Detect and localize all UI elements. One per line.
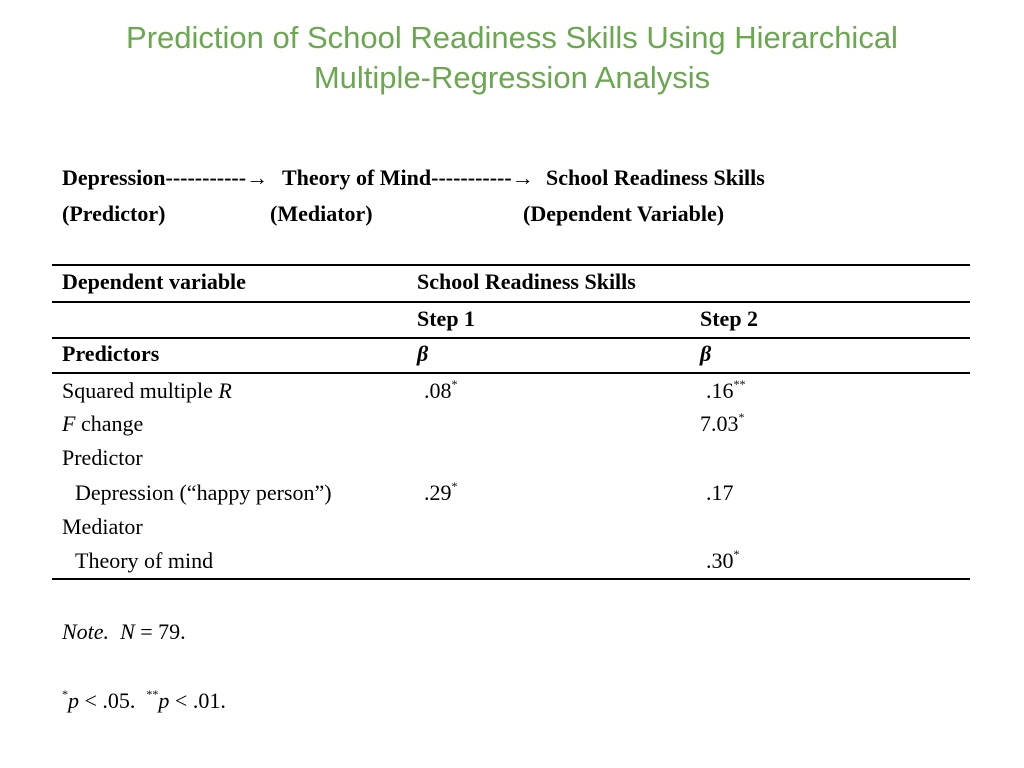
table-rule-top: [52, 264, 970, 266]
beta-step2: β: [700, 341, 712, 366]
depression-step1: .29*: [424, 479, 458, 505]
arrow-icon: →: [511, 165, 534, 190]
model-theory-of-mind: Theory of Mind-----------→: [282, 165, 534, 190]
arrow-icon: →: [246, 165, 269, 190]
row-tom-label: Theory of mind: [75, 548, 214, 573]
model-mediator-role: (Mediator): [270, 201, 373, 226]
mediator-heading: Mediator: [62, 514, 143, 539]
step2-header: Step 2: [700, 306, 759, 331]
row-r2-label: Squared multiple R: [62, 378, 232, 403]
model-depression: Depression-----------→: [62, 165, 269, 190]
f-step2: 7.03*: [700, 410, 745, 436]
significance-note: *p < .05. **p < .01.: [62, 687, 226, 713]
row-depression-label: Depression (“happy person”): [75, 480, 332, 505]
sample-size-note: Note. N = 79.: [62, 619, 186, 644]
model-predictor-role: (Predictor): [62, 201, 166, 226]
table-rule-2: [52, 337, 970, 339]
predictor-heading: Predictor: [62, 445, 143, 470]
slide-title: [40, 18, 984, 98]
predictors-label: Predictors: [62, 341, 160, 366]
title-line-1: Prediction of School Readiness Skills Using Hierarchical: [126, 20, 898, 55]
beta-step1: β: [417, 341, 429, 366]
tom-step2: .30*: [706, 547, 740, 573]
title-line-2: Multiple-Regression Analysis: [313, 60, 711, 95]
table-rule-3: [52, 372, 970, 374]
table-rule-bottom: [52, 578, 970, 580]
model-dependent-role: (Dependent Variable): [523, 201, 725, 226]
model-school-readiness: School Readiness Skills: [546, 165, 765, 190]
dep-var-value: School Readiness Skills: [417, 269, 636, 294]
r2-step2: .16**: [706, 377, 746, 403]
row-f-label: F change: [62, 411, 144, 436]
dep-var-label: Dependent variable: [62, 269, 246, 294]
depression-step2: .17: [706, 480, 734, 505]
r2-step1: .08*: [424, 377, 458, 403]
table-rule-1: [52, 301, 970, 303]
step1-header: Step 1: [417, 306, 476, 331]
